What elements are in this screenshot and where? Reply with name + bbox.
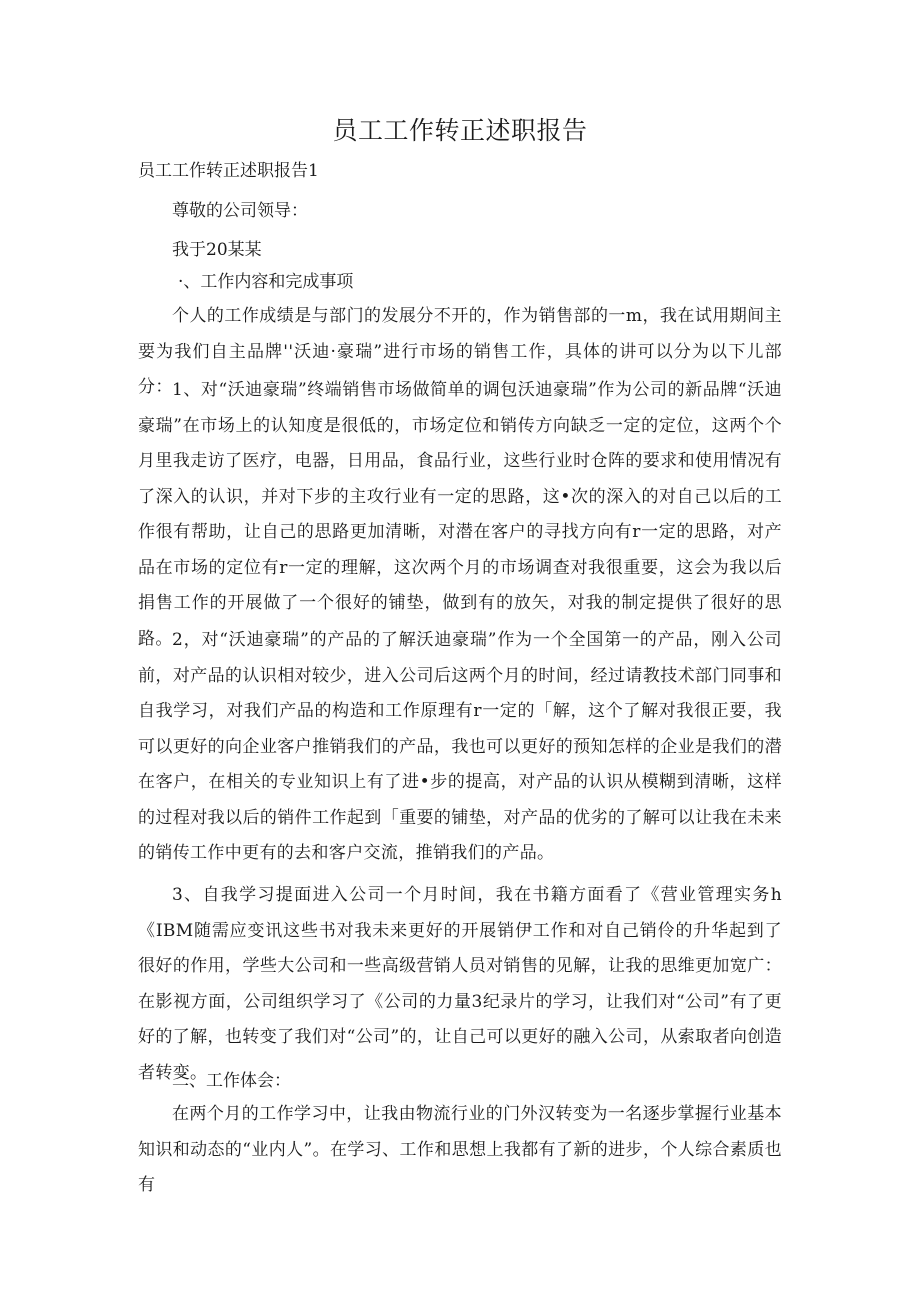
paragraph-experience: 在两个月的工作学习中，让我由物流行业的门外汉转变为一名逐步掌握行业基本知识和动态的“业内人”。在学习、工作和思想上我都有了新的进步，个人综合素质也有	[138, 1104, 782, 1195]
paragraph-self-study: 3、自我学习提面进入公司一个月时间，我在书籍方面看了《营业管理实务h《IBM随需应变讯这些书对我未来更好的开展销伊工作和对自己销伶的升华起到了很好的作用，学些大公司和一些高级营销人员对销售的见解，让我的思维更加宽广：在影视方面，公司组织学习了《公司的力量3纪录片的学习，让我们对“公司”有了更好的了解，也转变了我们对“公司”的，让自己可以更好的融入公司，从索取者向创造者转变。	[138, 885, 782, 1083]
paragraph-overview: 个人的工作成绩是与部门的发展分不开的，作为销售部的一m，我在试用期间主要为我们自主品牌''沃迪·豪瑞”进行市场的销售工作，具体的讲可以分为以下儿部分：	[138, 306, 782, 397]
section-heading-work-content: ·、工作内容和完成事项	[178, 272, 354, 292]
document-title: 员工工作转正述职报告	[332, 116, 588, 145]
salutation: 尊敬的公司领导：	[172, 201, 308, 221]
intro-line: 我于20某某	[172, 240, 262, 260]
section-heading-experience: 二、工作体会：	[172, 1071, 291, 1091]
paragraph-product-knowledge: 2，对“沃迪豪瑞”的产品的了解沃迪豪瑞”作为一个全国第一的产品，刚入公司前，对产品的认识相对较少，进入公司后这两个月的时间，经过请教技术部门同事和自我学习，对我们产品的构造和工作原理有r一定的「解，这个了解对我很正要，我可以更好的向企业客户推销我们的产品，我也可以更好的预知怎样的企业是我们的潜在客户，在相关的专业知识上有了进•步的提高，对产品的认识从模糊到清晰，这样的过程对我以后的销件工作起到「重要的铺垫，对产品的优劣的了解可以让我在未来的销传工作中更有的去和客户交流，推销我们的产品。	[138, 630, 782, 863]
document-subtitle: 员工工作转正述职报告1	[138, 161, 319, 181]
paragraph-market-survey: 1、对“沃迪豪瑞”终端销售市场做简单的调包沃迪豪瑞”作为公司的新品牌“沃迪豪瑞”在市场上的认知度是很低的，市场定位和销传方向缺乏一定的定位，这两个个月里我走访了医疗，电器，日用品，食品行业，这些行业时仓阵的要求和使用情况有了深入的认识，并对下步的主攻行业有一定的思路，这•次的深入的对自己以后的工作很有帮助，让自己的思路更加清晰，对潜在客户的寻找方向有r一定的思路，对产品在市场的定位有r一定的理解，这次两个月的市场调查对我很重要，这会为我以后捐售工作的开展做了一个很好的铺垫，做到有的放矢，对我的制定提供了很好的思路。	[138, 380, 782, 649]
